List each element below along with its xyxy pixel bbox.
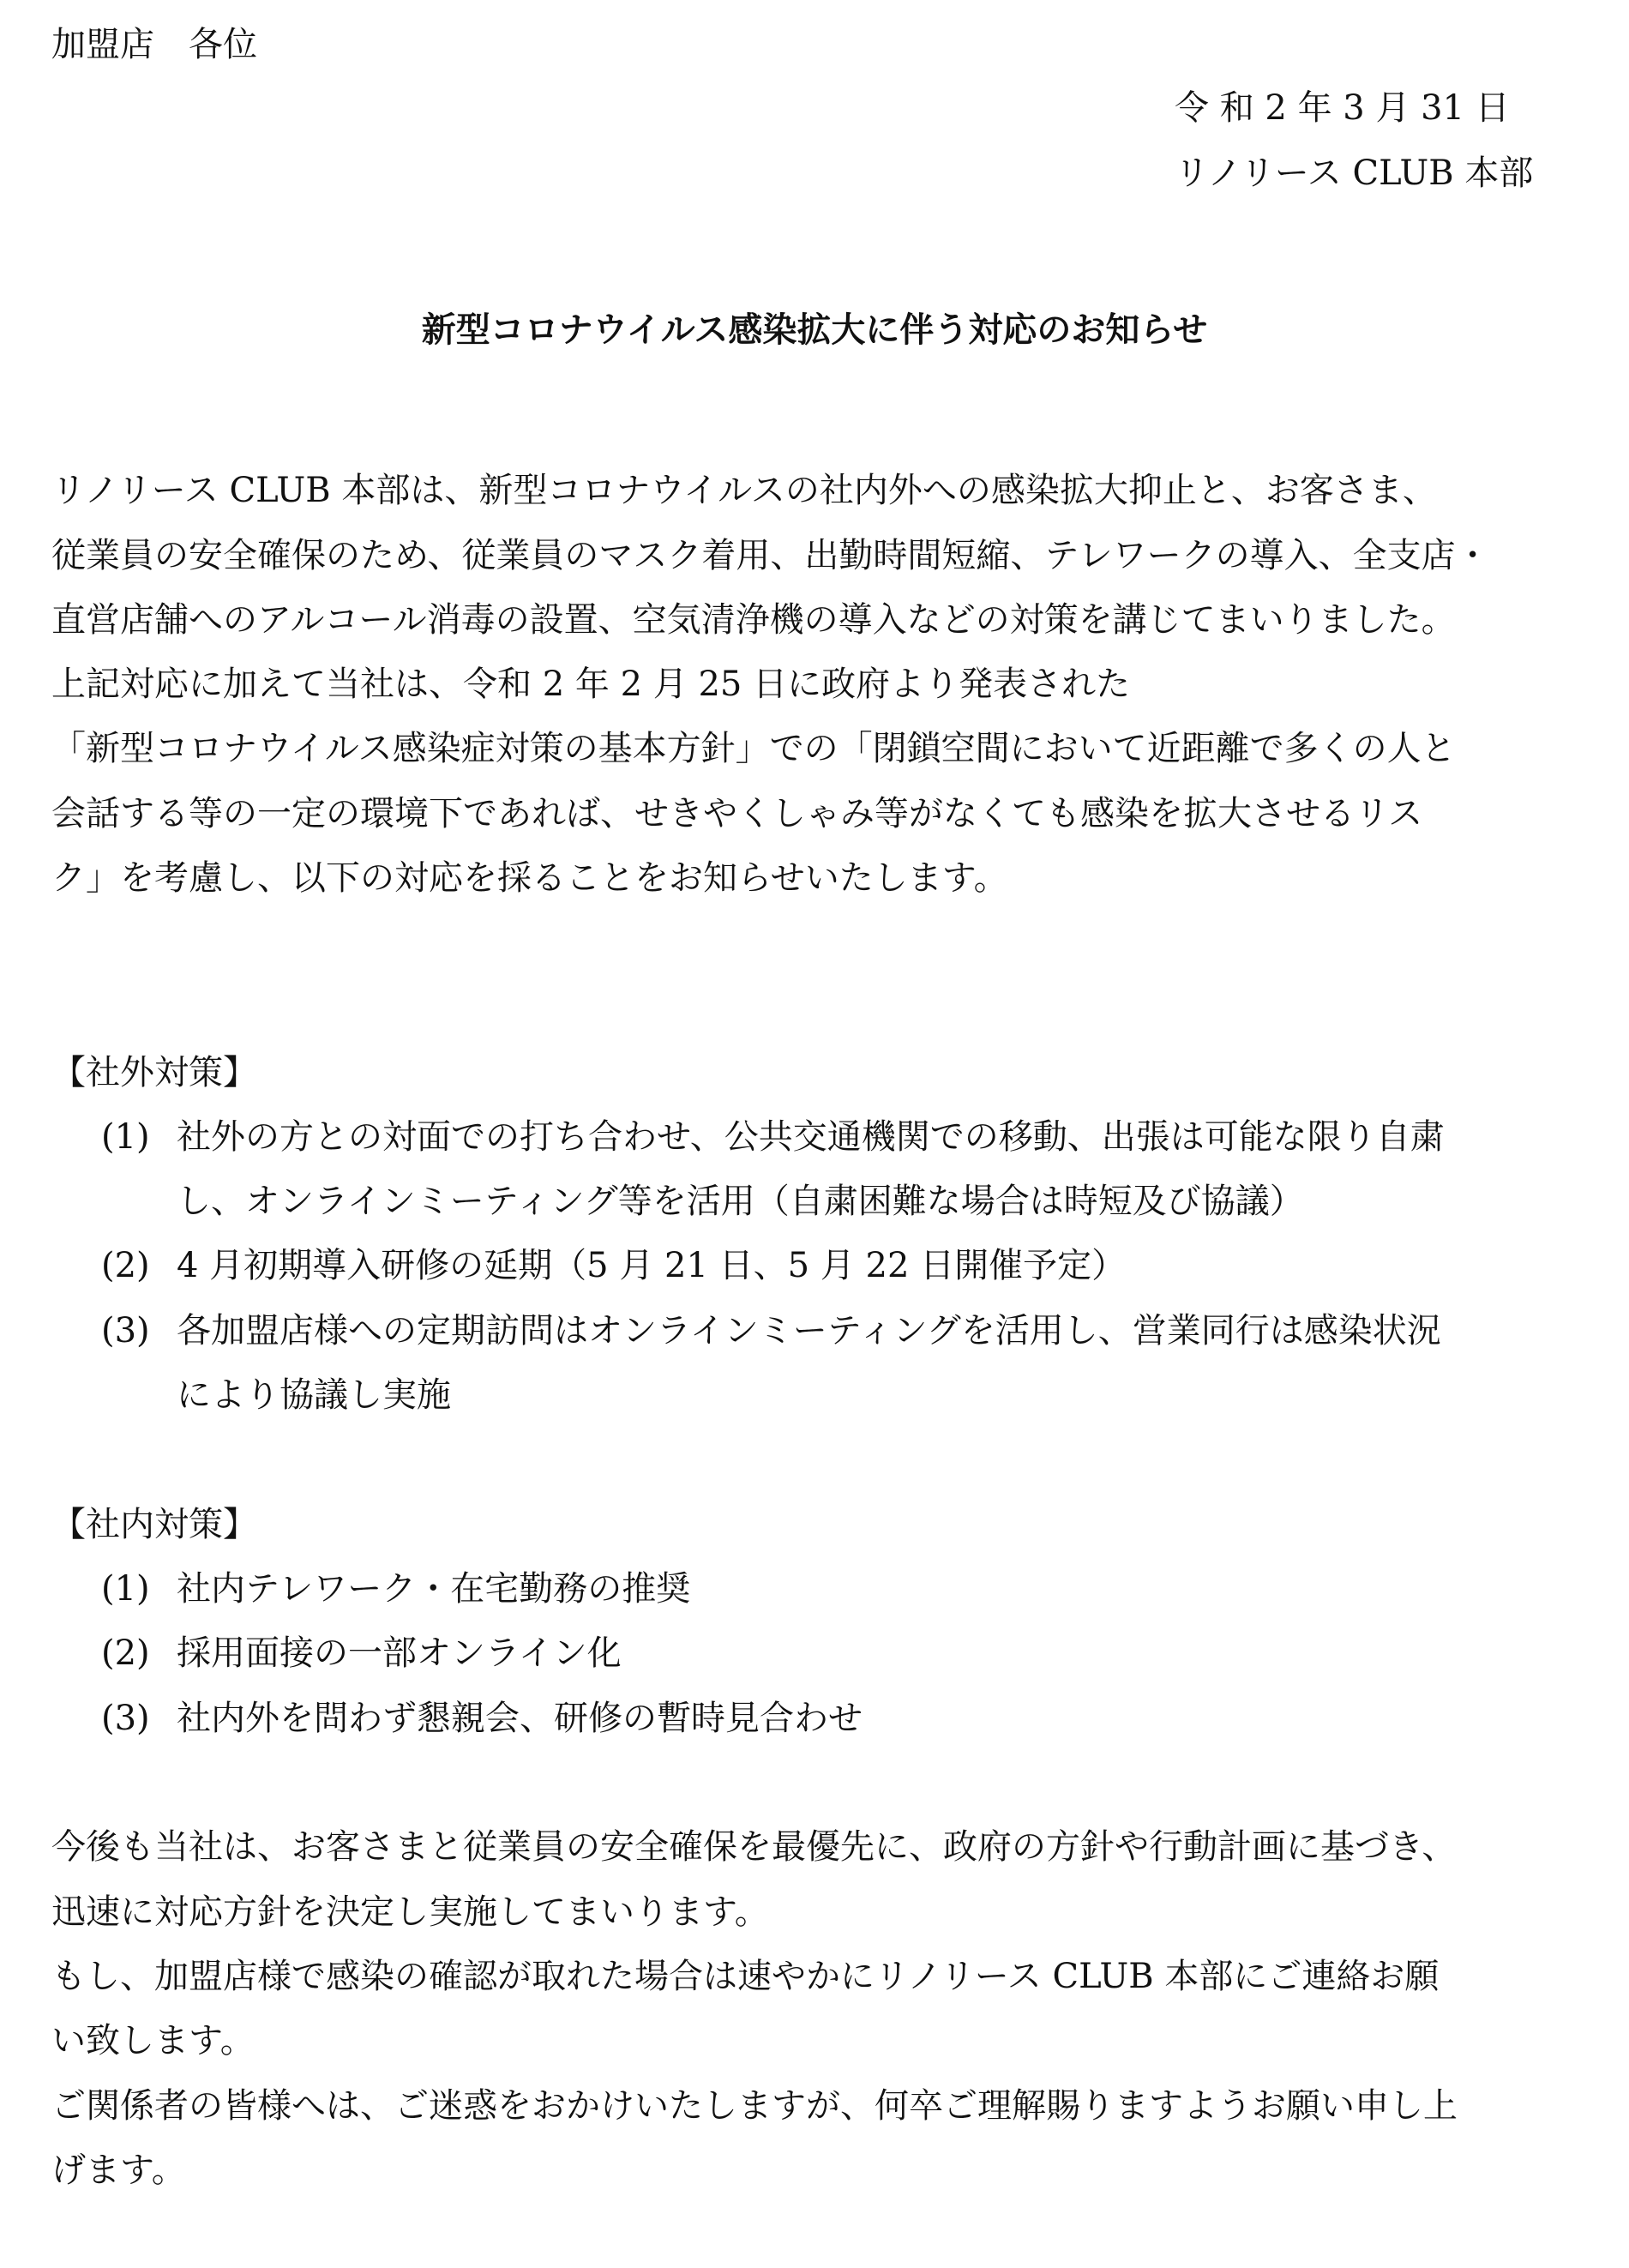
external-item-number: (1)	[101, 1117, 150, 1157]
external-item-number: (3)	[101, 1311, 150, 1351]
document-title: 新型コロナウイルス感染拡大に伴う対応のお知らせ	[421, 310, 1208, 350]
intro-line: 直営店舗へのアルコール消毒の設置、空気清浄機の導入などの対策を講じてまいりました。	[51, 600, 1456, 640]
internal-item-number: (1)	[101, 1569, 150, 1609]
intro-line: 従業員の安全確保のため、従業員のマスク着用、出勤時間短縮、テレワークの導入、全支店・	[51, 536, 1490, 575]
closing-line: もし、加盟店様で感染の確認が取れた場合は速やかにリノリース CLUB 本部にご連絡お願	[51, 1957, 1440, 1996]
external-item-line: 各加盟店様への定期訪問はオンラインミーティングを活用し、営業同行は感染状況	[177, 1311, 1441, 1351]
external-item-line: 社外の方との対面での打ち合わせ、公共交通機関での移動、出張は可能な限り自粛	[177, 1117, 1445, 1157]
closing-line: 迅速に対応方針を決定し実施してまいります。	[51, 1892, 769, 1932]
date-line: 令 和 2 年 3 月 31 日	[1175, 88, 1510, 128]
closing-line: げます。	[51, 2151, 186, 2190]
external-item-line: により協議し実施	[177, 1375, 451, 1415]
closing-line: 今後も当社は、お客さまと従業員の安全確保を最優先に、政府の方針や行動計画に基づき、	[51, 1827, 1457, 1867]
sender-line: リノリース CLUB 本部	[1175, 153, 1534, 193]
internal-item-line: 社内外を問わず懇親会、研修の暫時見合わせ	[177, 1699, 863, 1738]
intro-line: 上記対応に加えて当社は、令和 2 年 2 月 25 日に政府より発表された	[51, 665, 1131, 704]
closing-line: ご関係者の皆様へは、ご迷惑をおかけいたしますが、何卒ご理解賜りますようお願い申し上	[51, 2086, 1458, 2126]
external-measures-heading: 【社外対策】	[51, 1053, 257, 1092]
intro-line: 「新型コロナウイルス感染症対策の基本方針」での「閉鎖空間において近距離で多くの人と	[51, 729, 1456, 768]
internal-item-line: 社内テレワーク・在宅勤務の推奨	[177, 1569, 691, 1609]
internal-item-line: 採用面接の一部オンライン化	[177, 1633, 622, 1673]
addressee: 加盟店 各位	[51, 25, 257, 64]
intro-line: 会話する等の一定の環境下であれば、せきやくしゃみ等がなくても感染を拡大させるリス	[51, 794, 1423, 833]
internal-item-number: (3)	[101, 1699, 150, 1738]
internal-measures-heading: 【社内対策】	[51, 1505, 257, 1544]
intro-line: リノリース CLUB 本部は、新型コロナウイルスの社内外への感染拡大抑止と、お客さま、	[51, 471, 1437, 510]
intro-line: ク」を考慮し、以下の対応を採ることをお知らせいたします。	[51, 858, 1008, 898]
closing-line: い致します。	[51, 2021, 255, 2060]
external-item-number: (2)	[101, 1246, 150, 1285]
internal-item-number: (2)	[101, 1633, 150, 1673]
external-item-line: し、オンラインミーティング等を活用（自粛困難な場合は時短及び協議）	[177, 1182, 1304, 1221]
external-item-line: 4 月初期導入研修の延期（5 月 21 日、5 月 22 日開催予定）	[177, 1246, 1127, 1285]
